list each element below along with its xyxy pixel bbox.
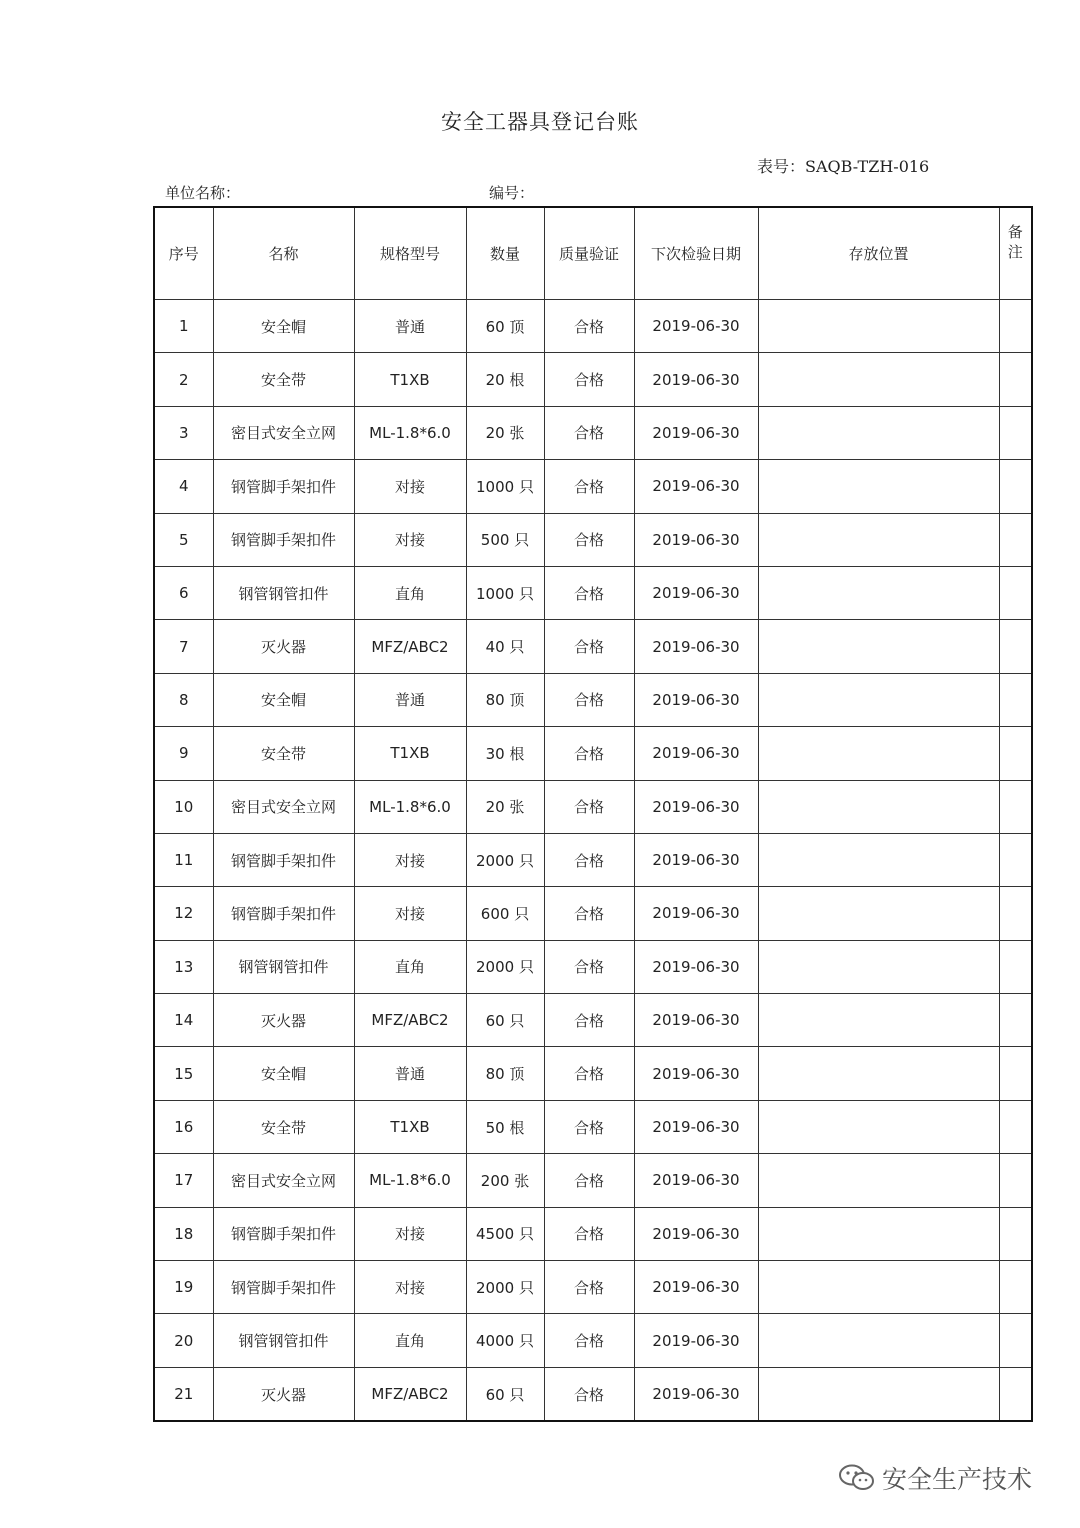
cell-qty: 1000 只 [466,460,544,513]
cell-spec: 对接 [354,460,466,513]
cell-note [999,727,1032,780]
equipment-ledger-table [153,206,1033,1422]
cell-date: 2019-06-30 [634,940,758,993]
cell-name: 灭火器 [213,994,354,1047]
cell-no: 11 [154,833,213,886]
cell-date: 2019-06-30 [634,1314,758,1367]
cell-no: 13 [154,940,213,993]
cell-quality: 合格 [544,1367,634,1421]
cell-spec: ML-1.8*6.0 [354,406,466,459]
cell-quality: 合格 [544,1154,634,1207]
cell-date: 2019-06-30 [634,887,758,940]
cell-location [758,887,999,940]
col-header-name: 名称 [213,207,354,300]
cell-qty: 60 只 [466,994,544,1047]
cell-spec: 直角 [354,1314,466,1367]
cell-spec: 对接 [354,887,466,940]
cell-qty: 40 只 [466,620,544,673]
table-row [154,406,1032,459]
cell-note [999,1207,1032,1260]
cell-qty: 80 顶 [466,1047,544,1100]
cell-name: 安全帽 [213,1047,354,1100]
cell-spec: 普通 [354,300,466,353]
cell-location [758,406,999,459]
cell-note [999,673,1032,726]
col-header-note-char-1: 备 [1007,223,1023,241]
table-row [154,1367,1032,1421]
cell-date: 2019-06-30 [634,566,758,619]
cell-location [758,673,999,726]
cell-quality: 合格 [544,406,634,459]
cell-no: 19 [154,1261,213,1314]
table-row [154,780,1032,833]
cell-name: 钢管脚手架扣件 [213,513,354,566]
cell-spec: T1XB [354,353,466,406]
table-row [154,566,1032,619]
cell-spec: MFZ/ABC2 [354,1367,466,1421]
wechat-icon [838,1463,876,1493]
cell-date: 2019-06-30 [634,833,758,886]
cell-date: 2019-06-30 [634,460,758,513]
cell-quality: 合格 [544,300,634,353]
cell-date: 2019-06-30 [634,780,758,833]
cell-quality: 合格 [544,887,634,940]
cell-date: 2019-06-30 [634,994,758,1047]
cell-qty: 4000 只 [466,1314,544,1367]
serial-number-label: 编号： [489,184,535,202]
cell-no: 2 [154,353,213,406]
cell-quality: 合格 [544,1314,634,1367]
cell-no: 4 [154,460,213,513]
cell-note [999,887,1032,940]
cell-note [999,1100,1032,1153]
watermark-text: 安全生产技术 [882,1465,1033,1494]
cell-note [999,940,1032,993]
form-number-value: SAQB-TZH-016 [805,157,930,176]
cell-qty: 20 张 [466,780,544,833]
cell-quality: 合格 [544,1100,634,1153]
cell-qty: 500 只 [466,513,544,566]
cell-date: 2019-06-30 [634,406,758,459]
table-row [154,673,1032,726]
cell-spec: MFZ/ABC2 [354,994,466,1047]
cell-name: 钢管脚手架扣件 [213,460,354,513]
cell-location [758,1314,999,1367]
cell-quality: 合格 [544,460,634,513]
table-row [154,727,1032,780]
cell-location [758,1100,999,1153]
cell-qty: 2000 只 [466,1261,544,1314]
cell-spec: 对接 [354,833,466,886]
table-row [154,460,1032,513]
table-row [154,353,1032,406]
table-row [154,1154,1032,1207]
cell-date: 2019-06-30 [634,1261,758,1314]
cell-spec: 直角 [354,940,466,993]
cell-date: 2019-06-30 [634,620,758,673]
cell-quality: 合格 [544,353,634,406]
cell-location [758,1367,999,1421]
cell-name: 密目式安全立网 [213,780,354,833]
cell-qty: 600 只 [466,887,544,940]
cell-location [758,1047,999,1100]
cell-note [999,1367,1032,1421]
cell-name: 钢管钢管扣件 [213,940,354,993]
cell-date: 2019-06-30 [634,513,758,566]
cell-spec: T1XB [354,1100,466,1153]
cell-note [999,1261,1032,1314]
cell-no: 18 [154,1207,213,1260]
cell-location [758,513,999,566]
cell-note [999,353,1032,406]
cell-qty: 200 张 [466,1154,544,1207]
form-number [757,154,929,177]
cell-name: 钢管钢管扣件 [213,1314,354,1367]
cell-no: 21 [154,1367,213,1421]
cell-date: 2019-06-30 [634,673,758,726]
cell-name: 安全帽 [213,673,354,726]
table-row [154,887,1032,940]
cell-location [758,460,999,513]
cell-qty: 80 顶 [466,673,544,726]
cell-location [758,353,999,406]
table-row [154,620,1032,673]
cell-name: 安全带 [213,353,354,406]
cell-location [758,566,999,619]
cell-quality: 合格 [544,940,634,993]
cell-note [999,833,1032,886]
unit-name-label: 单位名称： [165,184,241,202]
cell-quality: 合格 [544,1261,634,1314]
cell-qty: 1000 只 [466,566,544,619]
cell-no: 17 [154,1154,213,1207]
cell-spec: 普通 [354,673,466,726]
cell-date: 2019-06-30 [634,727,758,780]
table-row [154,513,1032,566]
table-row [154,833,1032,886]
cell-name: 安全带 [213,727,354,780]
cell-spec: 直角 [354,566,466,619]
cell-no: 7 [154,620,213,673]
cell-name: 钢管脚手架扣件 [213,1207,354,1260]
cell-location [758,727,999,780]
cell-note [999,1314,1032,1367]
cell-name: 灭火器 [213,1367,354,1421]
cell-note [999,620,1032,673]
cell-name: 钢管脚手架扣件 [213,833,354,886]
cell-qty: 2000 只 [466,940,544,993]
cell-location [758,1261,999,1314]
page-title: 安全工器具登记台账 [441,110,639,134]
cell-date: 2019-06-30 [634,1100,758,1153]
cell-date: 2019-06-30 [634,1154,758,1207]
table-row [154,1047,1032,1100]
cell-note [999,566,1032,619]
cell-no: 10 [154,780,213,833]
cell-note [999,300,1032,353]
cell-qty: 60 顶 [466,300,544,353]
cell-date: 2019-06-30 [634,1367,758,1421]
cell-location [758,833,999,886]
cell-no: 12 [154,887,213,940]
cell-location [758,780,999,833]
cell-spec: 普通 [354,1047,466,1100]
table-row [154,1207,1032,1260]
cell-spec: 对接 [354,513,466,566]
cell-no: 9 [154,727,213,780]
cell-name: 灭火器 [213,620,354,673]
cell-date: 2019-06-30 [634,353,758,406]
cell-no: 8 [154,673,213,726]
cell-note [999,513,1032,566]
cell-quality: 合格 [544,727,634,780]
cell-location [758,994,999,1047]
col-header-note [999,207,1032,300]
cell-quality: 合格 [544,780,634,833]
cell-spec: T1XB [354,727,466,780]
col-header-qty: 数量 [466,207,544,300]
cell-qty: 2000 只 [466,833,544,886]
cell-no: 16 [154,1100,213,1153]
cell-qty: 20 张 [466,406,544,459]
cell-location [758,1154,999,1207]
col-header-no: 序号 [154,207,213,300]
col-header-next-inspection: 下次检验日期 [634,207,758,300]
cell-quality: 合格 [544,566,634,619]
cell-spec: 对接 [354,1207,466,1260]
cell-qty: 60 只 [466,1367,544,1421]
col-header-spec: 规格型号 [354,207,466,300]
cell-quality: 合格 [544,673,634,726]
cell-no: 1 [154,300,213,353]
cell-name: 安全带 [213,1100,354,1153]
cell-no: 14 [154,994,213,1047]
cell-qty: 20 根 [466,353,544,406]
cell-note [999,780,1032,833]
cell-note [999,994,1032,1047]
cell-no: 15 [154,1047,213,1100]
table-row [154,1314,1032,1367]
cell-quality: 合格 [544,1207,634,1260]
cell-note [999,460,1032,513]
form-number-label: 表号： [757,157,806,176]
cell-location [758,1207,999,1260]
watermark [838,1460,1032,1496]
table-header-row [154,207,1032,300]
cell-location [758,300,999,353]
cell-quality: 合格 [544,833,634,886]
cell-spec: 对接 [354,1261,466,1314]
col-header-quality: 质量验证 [544,207,634,300]
cell-qty: 50 根 [466,1100,544,1153]
cell-no: 6 [154,566,213,619]
cell-note [999,1047,1032,1100]
cell-location [758,940,999,993]
cell-spec: MFZ/ABC2 [354,620,466,673]
table-row [154,1261,1032,1314]
cell-name: 安全帽 [213,300,354,353]
table-row [154,940,1032,993]
cell-quality: 合格 [544,620,634,673]
table-row [154,300,1032,353]
cell-date: 2019-06-30 [634,300,758,353]
cell-qty: 30 根 [466,727,544,780]
cell-no: 5 [154,513,213,566]
cell-date: 2019-06-30 [634,1047,758,1100]
cell-note [999,1154,1032,1207]
table-row [154,994,1032,1047]
cell-spec: ML-1.8*6.0 [354,780,466,833]
cell-spec: ML-1.8*6.0 [354,1154,466,1207]
cell-no: 3 [154,406,213,459]
col-header-note-char-2: 注 [1007,243,1023,261]
cell-no: 20 [154,1314,213,1367]
cell-date: 2019-06-30 [634,1207,758,1260]
cell-quality: 合格 [544,513,634,566]
table-body [154,300,1032,1422]
cell-name: 密目式安全立网 [213,1154,354,1207]
cell-location [758,620,999,673]
cell-name: 钢管脚手架扣件 [213,887,354,940]
cell-name: 钢管脚手架扣件 [213,1261,354,1314]
cell-quality: 合格 [544,994,634,1047]
cell-name: 钢管钢管扣件 [213,566,354,619]
cell-quality: 合格 [544,1047,634,1100]
cell-qty: 4500 只 [466,1207,544,1260]
cell-note [999,406,1032,459]
cell-name: 密目式安全立网 [213,406,354,459]
col-header-location: 存放位置 [758,207,999,300]
table-row [154,1100,1032,1153]
